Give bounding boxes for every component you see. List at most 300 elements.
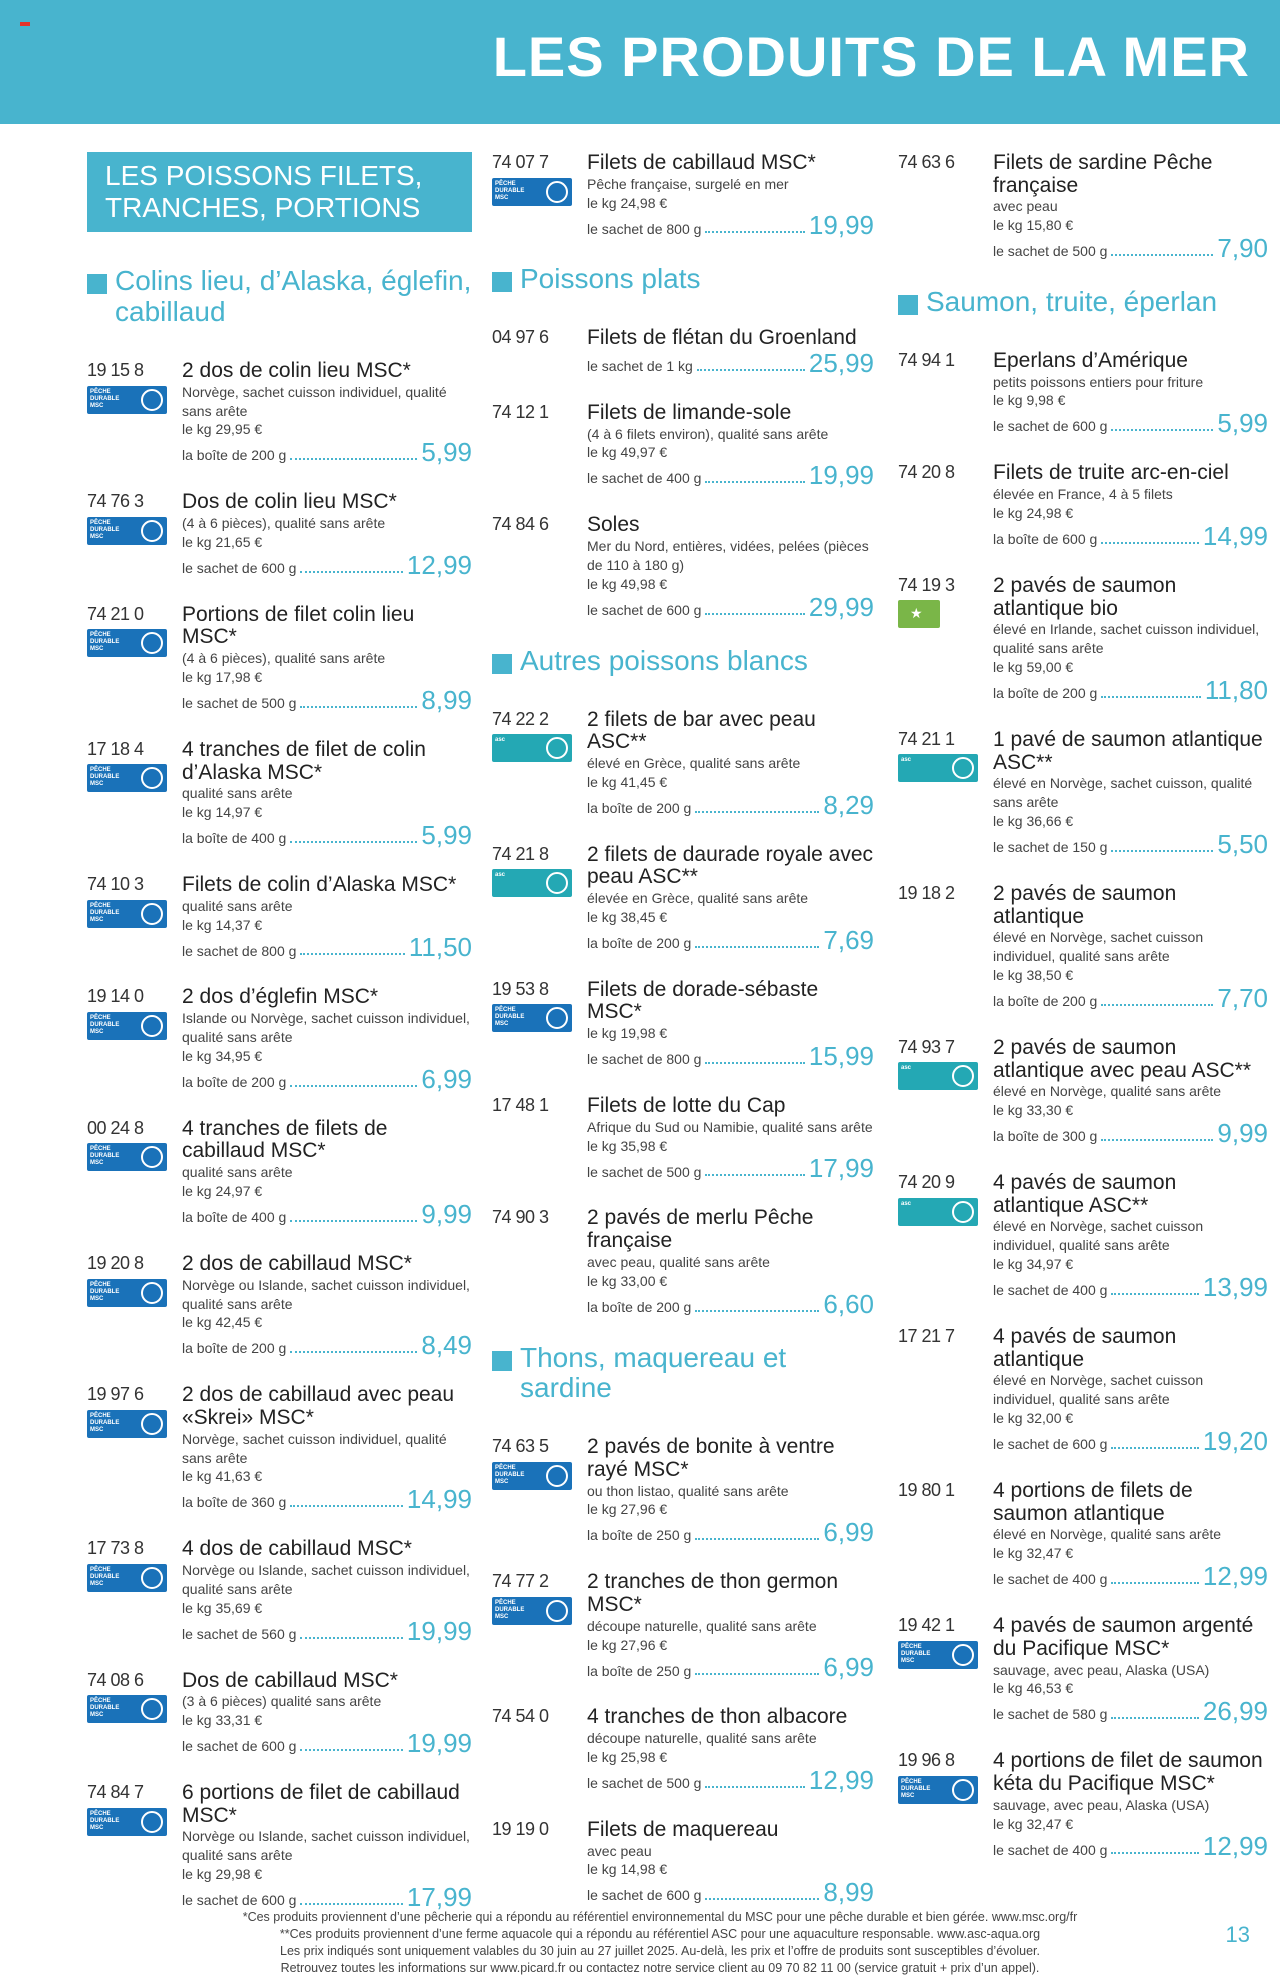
dot-leader xyxy=(695,811,819,813)
msc-label-icon xyxy=(898,1776,978,1804)
product-item xyxy=(898,1037,1268,1146)
product-meta xyxy=(492,979,587,1069)
product-meta xyxy=(87,739,182,848)
product-meta xyxy=(898,575,993,703)
product-price: 8,49 xyxy=(421,1330,472,1361)
product-name: 2 filets de bar avec peau ASC** xyxy=(587,707,816,754)
pack-size: la boîte de 250 g xyxy=(587,1662,692,1679)
product-item xyxy=(492,400,874,491)
product-meta xyxy=(898,1172,993,1300)
header-banner xyxy=(0,0,1280,124)
price-per-kg: le kg 42,45 € xyxy=(182,1314,263,1331)
fish-tick-icon xyxy=(141,1413,163,1435)
product-price: 5,99 xyxy=(1217,408,1268,439)
product-code: 74 21 8 xyxy=(492,843,549,864)
product-description: petits poissons entiers pour friture xyxy=(993,373,1204,390)
msc-label-text: PÊCHE DURABLE MSC xyxy=(901,1643,931,1664)
section-title: Poissons plats xyxy=(520,263,701,295)
product-item xyxy=(87,1383,472,1515)
product-code: 17 48 1 xyxy=(492,1095,549,1115)
asc-label-icon xyxy=(898,1198,978,1226)
price-per-kg: le kg 34,95 € xyxy=(182,1047,263,1064)
product-details xyxy=(182,604,472,713)
product-name: 4 portions de filet de saumon kéta du Pacifique MSC* xyxy=(993,1749,1263,1795)
pack-size: la boîte de 400 g xyxy=(182,1209,287,1226)
fish-tick-icon xyxy=(141,903,163,925)
product-description: élevé en Norvège, qualité sans arête xyxy=(993,1083,1222,1100)
product-meta xyxy=(492,844,587,953)
product-description: Norvège ou Islande, sachet cuisson individuel, qualité sans arête xyxy=(182,1561,470,1597)
product-item xyxy=(87,1118,472,1227)
product-details xyxy=(587,1817,874,1908)
product-name: Filets de colin d’Alaska MSC* xyxy=(182,873,457,897)
product-description: découpe naturelle, qualité sans arête xyxy=(587,1617,817,1634)
pack-price-row xyxy=(587,210,874,241)
pack-size: la boîte de 360 g xyxy=(182,1494,287,1511)
pack-size: le sachet de 600 g xyxy=(587,1887,702,1904)
msc-label-text: PÊCHE DURABLE MSC xyxy=(90,1412,120,1433)
product-details xyxy=(993,575,1268,703)
product-description: avec peau xyxy=(587,1842,652,1859)
product-code: 19 18 2 xyxy=(898,882,955,903)
pack-size: le sachet de 580 g xyxy=(993,1706,1108,1723)
price-per-kg: le kg 38,50 € xyxy=(993,966,1074,983)
asc-label-text: asc xyxy=(901,757,912,764)
section-header xyxy=(492,646,874,677)
product-price: 11,80 xyxy=(1204,674,1268,705)
product-meta xyxy=(87,986,182,1091)
product-name: Portions de filet colin lieu MSC* xyxy=(182,602,415,649)
msc-label-icon xyxy=(87,1143,167,1171)
product-meta xyxy=(87,1538,182,1643)
section-title: Autres poissons blancs xyxy=(520,644,808,676)
product-name: 2 pavés de merlu Pêche française xyxy=(587,1206,814,1253)
price-per-kg: le kg 59,00 € xyxy=(993,658,1074,675)
msc-label-text: PÊCHE DURABLE MSC xyxy=(90,1810,120,1831)
price-per-kg: le kg 29,98 € xyxy=(182,1866,263,1883)
product-meta xyxy=(87,1782,182,1910)
product-meta xyxy=(898,152,993,261)
product-details xyxy=(587,327,874,376)
product-code: 19 15 8 xyxy=(87,359,144,380)
product-description: Norvège, sachet cuisson individuel, qualité sans arête xyxy=(182,383,447,419)
product-details xyxy=(993,1614,1268,1727)
product-meta xyxy=(492,152,587,238)
pack-size: le sachet de 500 g xyxy=(182,695,297,711)
msc-label-icon xyxy=(492,178,572,206)
dot-leader xyxy=(1111,254,1213,256)
product-details xyxy=(182,985,472,1094)
product-name: 2 tranches de thon germon MSC* xyxy=(587,1570,838,1616)
fish-tick-icon xyxy=(141,1567,163,1589)
pack-size: le sachet de 400 g xyxy=(993,1571,1108,1588)
product-description: élevée en France, 4 à 5 filets xyxy=(993,486,1173,503)
msc-label-icon xyxy=(492,1004,572,1032)
product-description: avec peau xyxy=(993,198,1058,215)
product-price: 8,29 xyxy=(823,789,874,820)
product-price: 6,99 xyxy=(421,1063,472,1094)
dot-leader xyxy=(697,369,805,371)
product-item xyxy=(898,575,1268,703)
asc-label-text: asc xyxy=(495,737,506,744)
product-code: 19 20 8 xyxy=(87,1252,144,1273)
pack-price-row xyxy=(993,1426,1268,1457)
dot-leader xyxy=(1111,1852,1199,1854)
fish-tick-icon xyxy=(952,757,974,779)
price-per-kg: le kg 46,53 € xyxy=(993,1680,1074,1697)
msc-label-text: PÊCHE DURABLE MSC xyxy=(90,1281,120,1302)
product-item xyxy=(898,461,1268,551)
pack-size: le sachet de 560 g xyxy=(182,1625,297,1642)
pack-price-row xyxy=(182,684,472,715)
product-details xyxy=(182,873,472,963)
product-name: Filets de limande-sole xyxy=(587,400,792,424)
pack-size: le sachet de 400 g xyxy=(587,470,702,487)
footer-asc-note: **Ces produits proviennent d’une ferme aquacole qui a répondu au référentiel ASC pour une aquaculture responsable. www.asc-aqua.org xyxy=(279,1926,1041,1941)
msc-label-text: PÊCHE DURABLE MSC xyxy=(90,767,120,788)
product-name: Filets de cabillaud MSC* xyxy=(587,151,816,174)
product-price: 13,99 xyxy=(1202,1272,1268,1303)
product-item xyxy=(87,1781,472,1913)
price-per-kg: le kg 36,66 € xyxy=(993,812,1074,829)
fish-tick-icon xyxy=(546,872,568,894)
dot-leader xyxy=(300,706,417,708)
msc-label-text: PÊCHE DURABLE MSC xyxy=(90,902,120,923)
section-header xyxy=(87,266,472,328)
product-price: 6,99 xyxy=(823,1517,874,1548)
fish-tick-icon xyxy=(952,1644,974,1666)
footer-contact-note: Retrouvez toutes les informations sur www.picard.fr ou contactez notre service client au 09 70 82 11 00 (service gratuit + prix d’un appel). xyxy=(280,1960,1040,1975)
asc-label-text: asc xyxy=(495,872,506,879)
asc-label-text: asc xyxy=(901,1200,912,1207)
price-per-kg: le kg 41,45 € xyxy=(587,773,668,790)
product-price: 5,99 xyxy=(421,437,472,468)
product-code: 74 19 3 xyxy=(898,574,955,595)
product-details xyxy=(993,729,1268,857)
pack-price-row xyxy=(182,1615,472,1646)
price-per-kg: le kg 24,97 € xyxy=(182,1183,263,1200)
product-name: 2 dos d’églefin MSC* xyxy=(182,985,379,1009)
product-meta xyxy=(87,491,182,577)
dot-leader xyxy=(705,231,805,233)
product-code: 00 24 8 xyxy=(87,1117,144,1138)
pack-size: le sachet de 500 g xyxy=(587,1163,702,1180)
product-name: 4 pavés de saumon argenté du Pacifique MSC* xyxy=(993,1614,1254,1660)
product-code: 74 20 9 xyxy=(898,1172,955,1192)
product-description: élevé en Norvège, qualité sans arête xyxy=(993,1526,1222,1543)
pack-size: le sachet de 1 kg xyxy=(587,358,693,375)
product-meta xyxy=(898,462,993,548)
pack-price-row xyxy=(993,674,1268,705)
dot-leader xyxy=(1111,429,1213,431)
price-per-kg: le kg 15,80 € xyxy=(993,217,1074,234)
msc-label-text: PÊCHE DURABLE MSC xyxy=(90,1698,120,1719)
price-per-kg: le kg 17,98 € xyxy=(182,669,263,685)
footer-msc-note: *Ces produits proviennent d’une pêcherie qui a répondu au référentiel environnemental du MSC pour une pêche durable et bien gérée. www.msc.org/fr xyxy=(242,1910,1078,1924)
product-description: Pêche française, surgelé en mer xyxy=(587,175,789,192)
dot-leader xyxy=(1101,1139,1213,1141)
msc-label-text: PÊCHE DURABLE MSC xyxy=(90,1146,120,1167)
price-per-kg: le kg 14,97 € xyxy=(182,804,263,821)
product-meta xyxy=(898,350,993,436)
product-price: 5,50 xyxy=(1217,828,1268,859)
product-item xyxy=(898,1325,1268,1457)
pack-price-row xyxy=(993,520,1268,551)
page-number: 13 xyxy=(1225,1922,1250,1947)
dot-leader xyxy=(1111,1717,1199,1719)
pack-size: le sachet de 600 g xyxy=(993,418,1108,435)
pack-price-row xyxy=(587,460,874,491)
fish-tick-icon xyxy=(546,1600,568,1622)
product-price: 5,99 xyxy=(421,820,472,851)
dot-leader xyxy=(300,1749,403,1751)
product-item xyxy=(87,490,472,580)
product-price: 17,99 xyxy=(808,1153,874,1184)
pack-price-row xyxy=(993,1272,1268,1303)
fish-tick-icon xyxy=(141,632,163,654)
product-meta xyxy=(87,360,182,465)
product-details xyxy=(587,844,874,953)
msc-label-text: PÊCHE DURABLE MSC xyxy=(901,1778,931,1799)
product-meta xyxy=(87,1670,182,1756)
product-item xyxy=(492,979,874,1069)
pack-price-row xyxy=(182,1484,472,1515)
product-code: 74 63 5 xyxy=(492,1436,549,1457)
fish-tick-icon xyxy=(952,1779,974,1801)
product-meta xyxy=(87,1118,182,1227)
product-item xyxy=(87,1537,472,1646)
dot-leader xyxy=(300,571,403,573)
product-name: 4 dos de cabillaud MSC* xyxy=(182,1537,412,1561)
product-description: qualité sans arête xyxy=(182,897,293,914)
product-description: Islande ou Norvège, sachet cuisson individuel, qualité sans arête xyxy=(182,1010,470,1046)
product-item xyxy=(87,1668,472,1759)
pack-price-row xyxy=(182,932,472,963)
product-item xyxy=(898,1614,1268,1727)
msc-label-icon xyxy=(87,900,167,928)
product-name: 1 pavé de saumon atlantique ASC** xyxy=(993,727,1263,774)
asc-label-icon xyxy=(898,1062,978,1090)
product-item xyxy=(492,1705,874,1795)
product-name: 2 pavés de bonite à ventre rayé MSC* xyxy=(587,1435,835,1481)
product-meta xyxy=(898,1037,993,1146)
section-square-icon xyxy=(492,1351,512,1371)
product-code: 17 21 7 xyxy=(898,1326,955,1347)
dot-leader xyxy=(1101,1004,1213,1006)
pack-size: la boîte de 400 g xyxy=(182,830,287,847)
price-per-kg: le kg 41,63 € xyxy=(182,1468,263,1485)
fish-tick-icon xyxy=(952,1065,974,1087)
product-details xyxy=(182,490,472,580)
product-price: 26,99 xyxy=(1202,1696,1268,1727)
product-item xyxy=(898,883,1268,1011)
page-title: LES PRODUITS DE LA MER xyxy=(492,25,1250,88)
product-code: 74 10 3 xyxy=(87,874,144,895)
pack-size: le sachet de 800 g xyxy=(587,220,702,237)
product-item xyxy=(492,1206,874,1319)
product-details xyxy=(993,151,1268,264)
product-code: 74 54 0 xyxy=(492,1706,549,1727)
product-name: Soles xyxy=(587,513,640,537)
product-code: 74 93 7 xyxy=(898,1036,955,1057)
organic-leaf-icon xyxy=(898,600,940,628)
product-details xyxy=(587,979,874,1069)
product-name: 4 portions de filets de saumon atlantique xyxy=(993,1479,1193,1525)
product-description: élevé en Norvège, sachet cuisson, qualité sans arête xyxy=(993,775,1253,811)
msc-label-icon xyxy=(87,1808,167,1836)
product-meta xyxy=(492,1207,587,1316)
pack-price-row xyxy=(182,437,472,468)
fish-tick-icon xyxy=(141,767,163,789)
msc-label-icon xyxy=(87,386,167,414)
pack-price-row xyxy=(182,549,472,580)
product-price: 12,99 xyxy=(406,549,472,580)
section-title: Colins lieu, d’Alaska, églefin, cabillaud xyxy=(115,265,472,328)
msc-label-icon xyxy=(87,517,167,545)
product-meta xyxy=(898,729,993,857)
fish-tick-icon xyxy=(141,1282,163,1304)
msc-label-text: PÊCHE DURABLE MSC xyxy=(90,519,120,540)
pack-size: la boîte de 200 g xyxy=(587,799,692,816)
product-description: (4 à 6 filets environ), qualité sans arête xyxy=(587,425,829,442)
product-item xyxy=(492,151,874,241)
product-description: avec peau, qualité sans arête xyxy=(587,1253,770,1270)
product-meta xyxy=(87,1253,182,1358)
product-details xyxy=(587,513,874,622)
product-details xyxy=(993,461,1268,551)
pack-size: le sachet de 150 g xyxy=(993,838,1108,855)
product-item xyxy=(492,1435,874,1548)
product-price: 29,99 xyxy=(808,591,874,622)
footer-notes xyxy=(160,1909,1160,1977)
price-per-kg: le kg 34,97 € xyxy=(993,1256,1074,1273)
column-3 xyxy=(898,152,1268,1885)
product-description: élevée en Grèce, qualité sans arête xyxy=(587,889,809,906)
fish-tick-icon xyxy=(141,1015,163,1037)
product-code: 17 18 4 xyxy=(87,738,144,759)
product-code: 74 22 2 xyxy=(492,708,549,729)
product-item xyxy=(87,737,472,851)
pack-price-row xyxy=(993,408,1268,439)
product-description: qualité sans arête xyxy=(182,1164,293,1181)
pack-size: le sachet de 800 g xyxy=(182,942,297,959)
product-description: qualité sans arête xyxy=(182,785,293,802)
product-price: 11,50 xyxy=(408,932,472,963)
product-price: 6,60 xyxy=(823,1288,874,1319)
pack-size: le sachet de 500 g xyxy=(587,1774,702,1791)
dot-leader xyxy=(705,481,805,483)
product-name: Filets de lotte du Cap xyxy=(587,1094,786,1117)
product-description: sauvage, avec peau, Alaska (USA) xyxy=(993,1796,1210,1813)
product-code: 74 90 3 xyxy=(492,1207,549,1228)
dot-leader xyxy=(705,1062,805,1064)
product-details xyxy=(993,1325,1268,1457)
dot-leader xyxy=(300,1903,403,1905)
product-name: Filets de truite arc-en-ciel xyxy=(993,461,1229,485)
dot-leader xyxy=(290,1351,417,1353)
pack-size: la boîte de 200 g xyxy=(993,684,1098,701)
msc-label-icon xyxy=(87,1410,167,1438)
section-square-icon xyxy=(87,274,107,294)
product-details xyxy=(182,358,472,468)
section-header xyxy=(492,264,874,295)
dot-leader xyxy=(1111,850,1213,852)
product-meta xyxy=(492,327,587,376)
pack-price-row xyxy=(993,828,1268,859)
price-per-kg: le kg 35,98 € xyxy=(587,1137,668,1154)
product-item xyxy=(492,327,874,376)
pack-size: la boîte de 200 g xyxy=(587,1298,692,1315)
brand-mark xyxy=(20,22,30,26)
msc-label-icon xyxy=(87,1695,167,1723)
price-per-kg: le kg 24,98 € xyxy=(993,504,1074,521)
product-details xyxy=(993,1749,1268,1862)
pack-price-row xyxy=(587,924,874,955)
product-description: Norvège ou Islande, sachet cuisson individuel, qualité sans arête xyxy=(182,1828,470,1864)
product-details xyxy=(182,1781,472,1913)
pack-price-row xyxy=(587,1764,874,1795)
asc-label-icon xyxy=(492,869,572,897)
msc-label-icon xyxy=(87,1279,167,1307)
fish-tick-icon xyxy=(141,1146,163,1168)
pack-price-row xyxy=(182,1330,472,1361)
product-details xyxy=(587,709,874,818)
price-per-kg: le kg 29,95 € xyxy=(182,421,263,438)
pack-size: la boîte de 200 g xyxy=(182,1340,287,1357)
product-price: 14,99 xyxy=(1202,520,1268,551)
product-code: 74 84 7 xyxy=(87,1782,144,1803)
section-square-icon xyxy=(898,295,918,315)
asc-label-icon xyxy=(492,734,572,762)
product-name: 2 pavés de saumon atlantique avec peau ASC** xyxy=(993,1035,1252,1082)
pack-price-row xyxy=(587,1153,874,1184)
pack-size: la boîte de 200 g xyxy=(182,447,287,464)
product-details xyxy=(993,883,1268,1011)
fish-tick-icon xyxy=(952,1201,974,1223)
product-meta xyxy=(492,1819,587,1905)
price-per-kg: le kg 14,37 € xyxy=(182,916,263,933)
product-details xyxy=(993,1171,1268,1303)
product-price: 17,99 xyxy=(406,1882,472,1913)
price-per-kg: le kg 21,65 € xyxy=(182,533,263,550)
msc-label-icon xyxy=(898,1641,978,1669)
msc-label-text: PÊCHE DURABLE MSC xyxy=(495,1464,525,1485)
pack-size: le sachet de 400 g xyxy=(993,1841,1108,1858)
product-details xyxy=(587,151,874,241)
product-description: élevé en Norvège, sachet cuisson individuel, qualité sans arête xyxy=(993,929,1204,965)
product-name: 6 portions de filet de cabillaud MSC* xyxy=(182,1781,460,1827)
product-details xyxy=(182,737,472,851)
dot-leader xyxy=(705,1174,805,1176)
price-per-kg: le kg 27,96 € xyxy=(587,1636,668,1653)
product-price: 12,99 xyxy=(1202,1831,1268,1862)
price-per-kg: le kg 49,97 € xyxy=(587,444,668,461)
product-code: 19 14 0 xyxy=(87,986,144,1007)
pack-price-row xyxy=(587,1288,874,1319)
product-details xyxy=(993,1037,1268,1146)
product-price: 12,99 xyxy=(1202,1561,1268,1592)
product-details xyxy=(182,1118,472,1227)
product-name: 2 dos de cabillaud avec peau «Skrei» MSC* xyxy=(182,1383,455,1429)
product-item xyxy=(898,348,1268,439)
product-item xyxy=(492,1094,874,1184)
product-description: élevé en Norvège, sachet cuisson individuel, qualité sans arête xyxy=(993,1218,1204,1254)
pack-price-row xyxy=(993,1831,1268,1862)
product-code: 74 63 6 xyxy=(898,152,955,172)
product-meta xyxy=(492,402,587,488)
product-details xyxy=(182,1383,472,1515)
product-code: 17 73 8 xyxy=(87,1538,144,1559)
